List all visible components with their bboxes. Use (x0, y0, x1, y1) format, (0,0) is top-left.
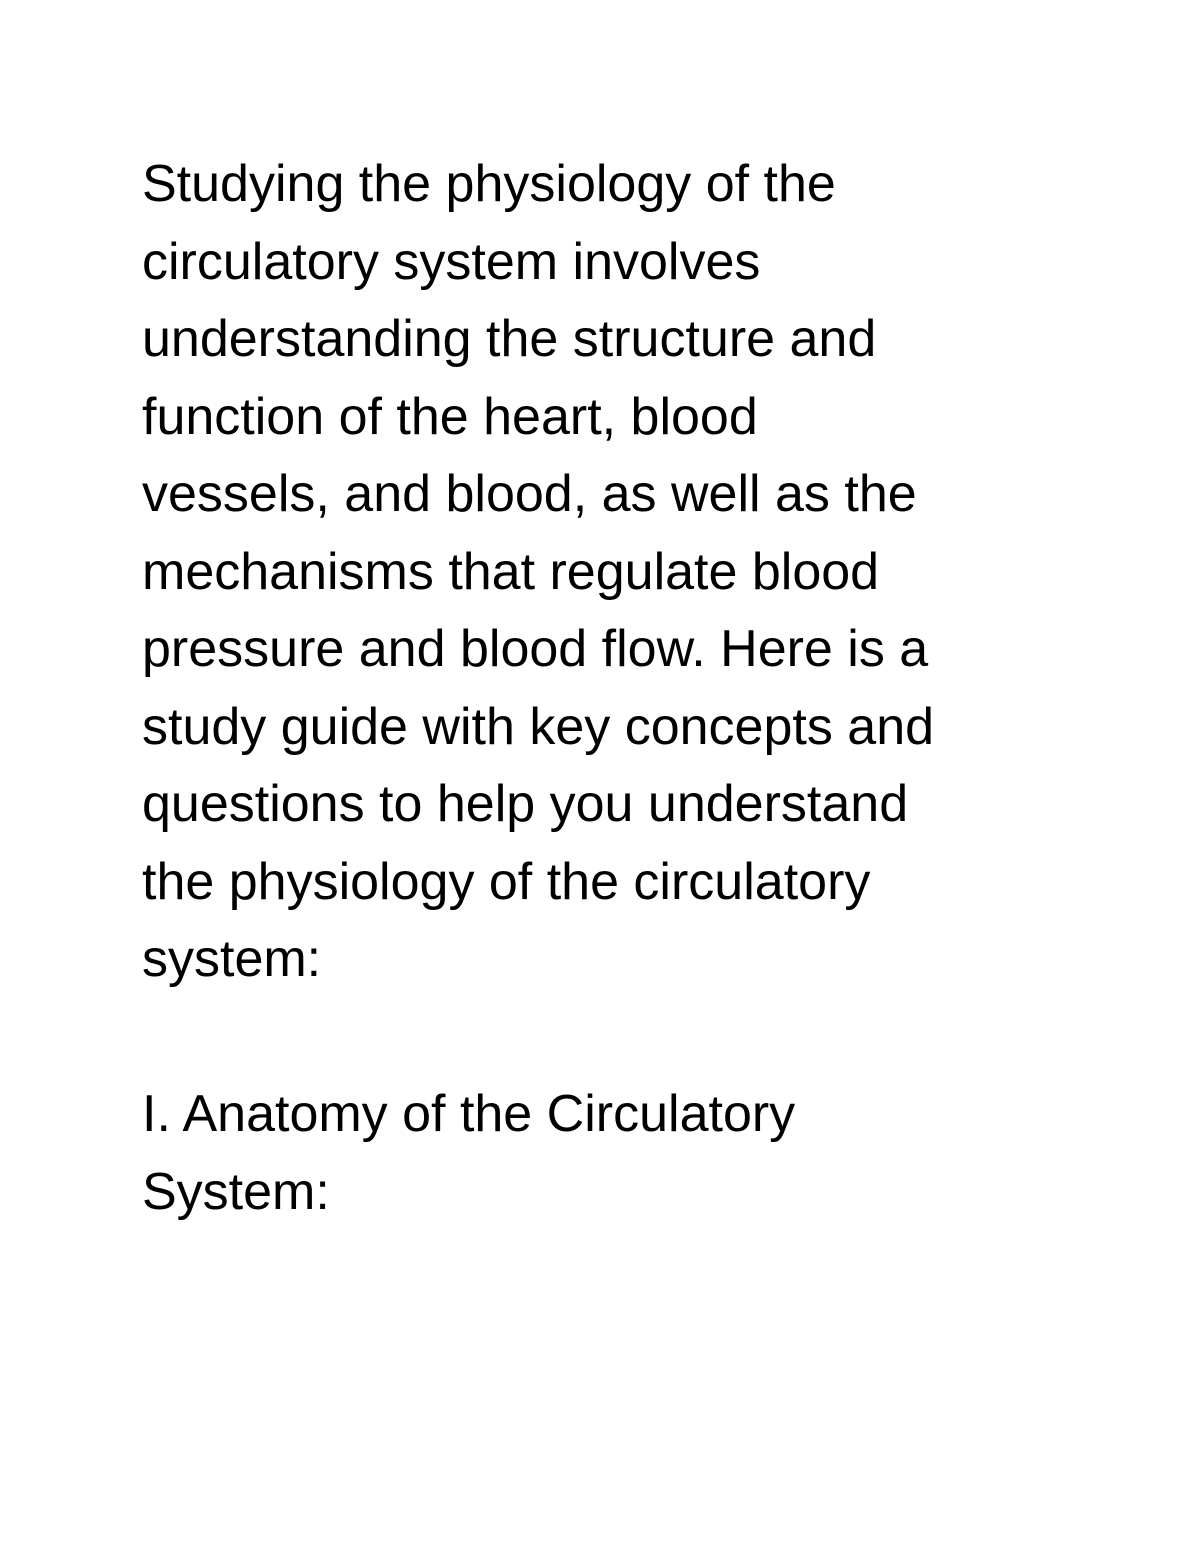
paragraph-line: understanding the structure and (142, 310, 877, 368)
paragraph-line: pressure and blood flow. Here is a (142, 620, 929, 678)
heading-line: I. Anatomy of the Circulatory (142, 1085, 796, 1143)
paragraph-line: system: (142, 930, 322, 988)
paragraph-spacer (142, 999, 1082, 1077)
paragraph-line: questions to help you understand (142, 775, 909, 833)
heading-line: System: (142, 1162, 330, 1221)
paragraph-line: Studying the physiology of the (142, 155, 836, 213)
paragraph-line: circulatory system involves (142, 232, 761, 291)
intro-paragraph (142, 146, 1082, 999)
section-heading (142, 1076, 1082, 1231)
paragraph-line: the physiology of the circulatory (142, 852, 871, 911)
document-body (142, 146, 1082, 1231)
paragraph-line: function of the heart, blood (142, 387, 758, 446)
paragraph-line: vessels, and blood, as well as the (142, 465, 917, 523)
paragraph-line: mechanisms that regulate blood (142, 542, 880, 601)
paragraph-line: study guide with key concepts and (142, 697, 935, 756)
